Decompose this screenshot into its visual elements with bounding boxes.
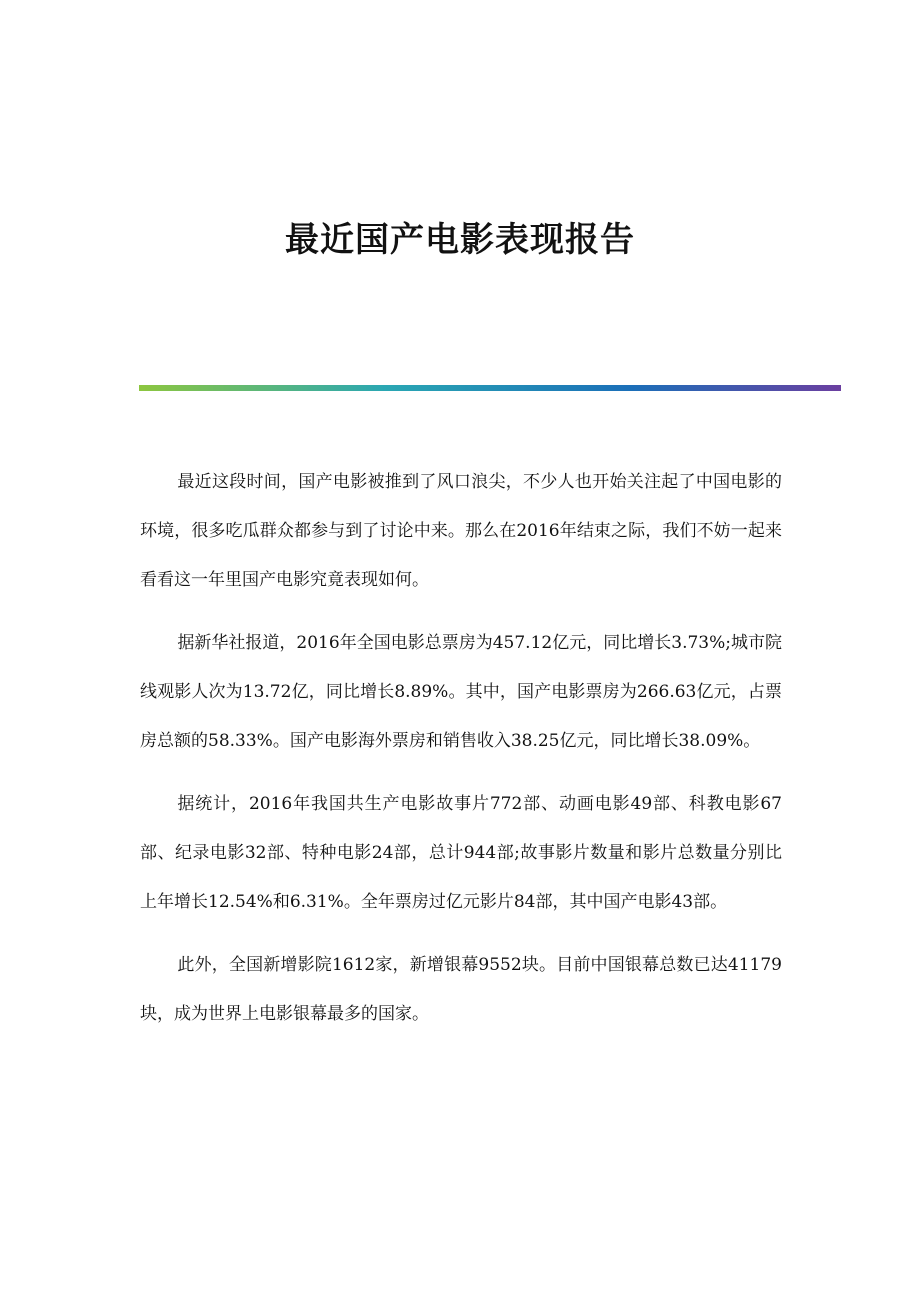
paragraph-screens: 此外，全国新增影院1612家，新增银幕9552块。目前中国银幕总数已达41179块，成为世界上电影银幕最多的国家。 bbox=[140, 955, 782, 1024]
paragraph-intro: 最近这段时间，国产电影被推到了风口浪尖，不少人也开始关注起了中国电影的环境，很多吃瓜群众都参与到了讨论中来。那么在2016年结束之际，我们不妨一起来看看这一年里国产电影究竟表现如何。 bbox=[140, 472, 782, 590]
paragraph-production: 据统计，2016年我国共生产电影故事片772部、动画电影49部、科教电影67部、纪录电影32部、特种电影24部，总计944部;故事影片数量和影片总数量分别比上年增长12.54%和6.31%。全年票房过亿元影片84部，其中国产电影43部。 bbox=[140, 794, 782, 912]
document-body bbox=[140, 458, 782, 1053]
paragraph-box-office: 据新华社报道，2016年全国电影总票房为457.12亿元，同比增长3.73%;城市院线观影人次为13.72亿，同比增长8.89%。其中，国产电影票房为266.63亿元，占票房总额的58.33%。国产电影海外票房和销售收入38.25亿元，同比增长38.09%。 bbox=[140, 633, 782, 751]
gradient-divider bbox=[139, 385, 841, 391]
document-title: 最近国产电影表现报告 bbox=[285, 220, 635, 260]
